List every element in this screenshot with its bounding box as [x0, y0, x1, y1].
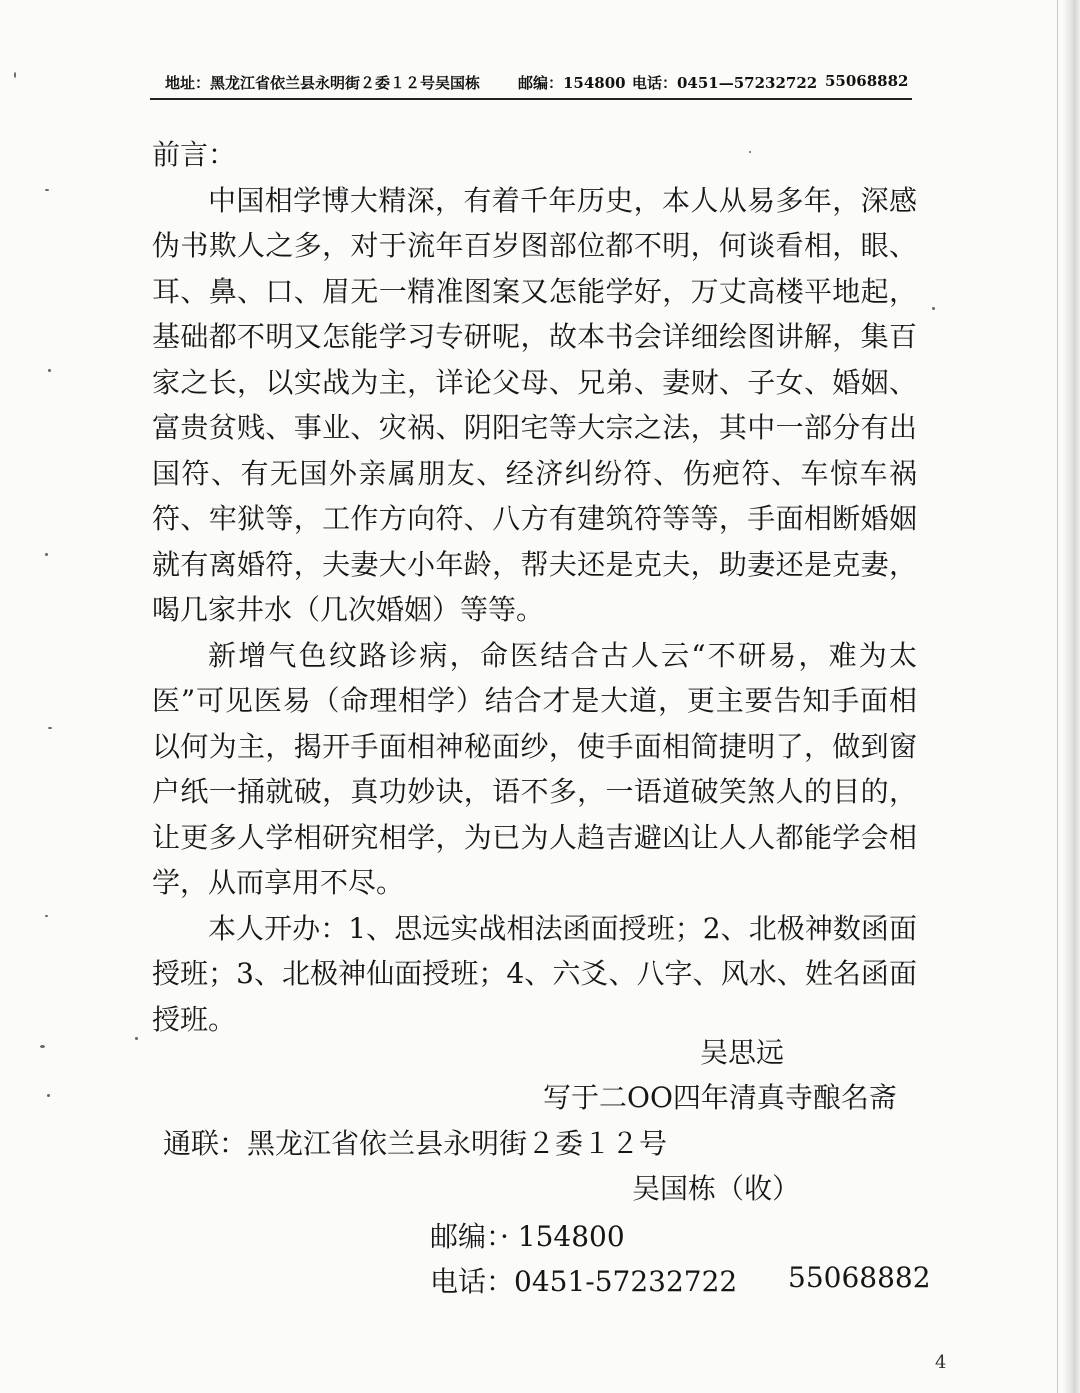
preface-paragraph-2: 新增气色纹路诊病，命医结合古人云“不研易，难为太医”可见医易（命理相学）结合才是大道，更主要告知手面相以何为主，揭开手面相神秘面纱，使手面相简捷明了，做到窗户纸一捅就破，真功妙诀，语不多，一语道破笑煞人的目的，让更多人学相研究相学，为已为人趋吉避凶让人人都能学会相学，从而享用不尽。 [152, 638, 917, 899]
header-phone-2: 55068882 [825, 72, 909, 90]
preface-paragraph-1: 中国相学博大精深，有着千年历史，本人从易多年，深感伪书欺人之多，对于流年百岁图部位都不明，何谈看相，眼、耳、鼻、口、眉无一精准图案又怎能学好，万丈高楼平地起，基础都不明又怎能学习专研呢，故本书会详细绘图讲解，集百家之长，以实战为主，详论父母、兄弟、妻财、子女、婚姻、富贵贫贱、事业、灾祸、阴阳宅等大宗之法，其中一部分有出国符、有无国外亲属朋友、经济纠纷符、伤疤符、车惊车祸符、牢狱等，工作方向符、八方有建筑符等等，手面相断婚姻就有离婚符，夫妻大小年龄，帮夫还是克夫，助妻还是克妻，喝几家井水（几次婚姻）等等。 [152, 183, 917, 626]
contact-address: 通联：黑龙江省依兰县永明街２委１２号 [163, 1127, 668, 1160]
scan-speck [14, 72, 16, 78]
scan-speck [135, 1037, 138, 1040]
scan-speck [45, 189, 49, 191]
contact-phone-2: 55068882 [788, 1261, 931, 1294]
preface-paragraph-3: 本人开办：1、思远实战相法函面授班；2、北极神数函面授班；3、北极神仙面授班；4、六爻、八字、风水、姓名函面授班。 [152, 911, 917, 1036]
preface-body [152, 132, 917, 1042]
contact-postcode: 邮编：· 154800 [430, 1220, 625, 1253]
scan-speck [48, 727, 52, 729]
page-number: 4 [935, 1352, 947, 1373]
scan-speck [45, 553, 48, 556]
scan-edge [1062, 0, 1080, 1393]
contact-phone: 电话：0451-57232722 [430, 1265, 738, 1298]
preface-heading: 前言： [152, 138, 237, 171]
scan-speck [40, 1045, 45, 1048]
header-address: 地址：黑龙江省依兰县永明街２委１２号吴国栋 [165, 74, 481, 92]
scan-speck [48, 369, 51, 372]
scan-speck [45, 915, 48, 917]
page-header [165, 72, 910, 96]
scan-edge-line [1057, 0, 1058, 1393]
header-phone: 电话：0451—57232722 [632, 74, 818, 92]
signature-written: 写于二OO四年清真寺酿名斋 [543, 1081, 897, 1114]
contact-recipient: 吴国栋（收） [632, 1172, 801, 1205]
header-postcode: 邮编：154800 [518, 74, 626, 92]
header-rule [150, 98, 912, 100]
scan-speck [749, 151, 751, 153]
signature-author: 吴思远 [700, 1036, 785, 1069]
scan-speck [47, 1094, 50, 1097]
scan-speck [932, 307, 935, 310]
